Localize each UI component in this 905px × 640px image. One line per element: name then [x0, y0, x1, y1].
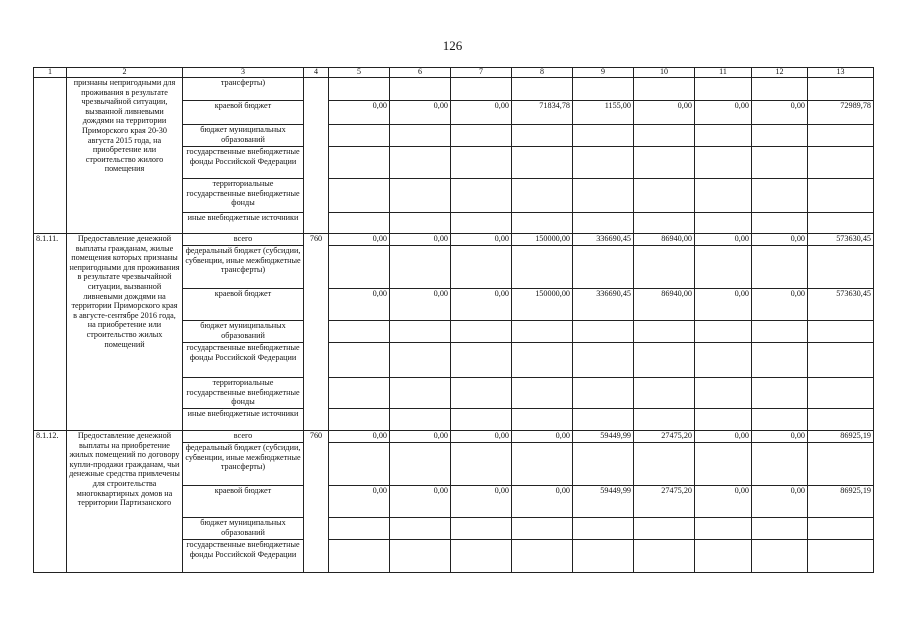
value-cell-col-6: [390, 246, 451, 289]
value-cell-col-12: [752, 409, 808, 431]
value-cell-col-5: 0,00: [329, 289, 390, 321]
value-cell-col-5: [329, 179, 390, 213]
value-cell-col-10: [634, 213, 695, 234]
value-cell-col-7: [451, 343, 512, 378]
value-cell-col-6: [390, 147, 451, 179]
value-cell-col-13: 573630,45: [808, 289, 874, 321]
value-cell-col-10: [634, 343, 695, 378]
item-description: Предоставление денежной выплаты на приобретение жилых помещений по договору купли-продажи гражданам, чьи денежные средства привлечены для строительства многоквартирных домов на территории Партизанского: [67, 431, 183, 573]
value-cell-col-13: [808, 409, 874, 431]
value-cell-col-10: [634, 443, 695, 486]
value-cell-col-5: 0,00: [329, 486, 390, 518]
value-cell-col-10: 27475,20: [634, 431, 695, 443]
value-cell-col-10: [634, 321, 695, 343]
value-cell-col-7: [451, 78, 512, 101]
value-cell-col-7: [451, 540, 512, 573]
value-cell-col-10: [634, 540, 695, 573]
value-cell-col-7: 0,00: [451, 486, 512, 518]
value-cell-col-12: [752, 540, 808, 573]
funding-source: всего: [183, 234, 304, 246]
value-cell-col-6: 0,00: [390, 101, 451, 125]
value-cell-col-8: [512, 343, 573, 378]
value-cell-col-5: 0,00: [329, 101, 390, 125]
value-cell-col-8: [512, 443, 573, 486]
value-cell-col-9: [573, 409, 634, 431]
value-cell-col-7: 0,00: [451, 234, 512, 246]
value-cell-col-6: 0,00: [390, 289, 451, 321]
value-cell-col-10: [634, 518, 695, 540]
funding-source: территориальные государственные внебюджетные фонды: [183, 378, 304, 409]
value-cell-col-12: [752, 443, 808, 486]
value-cell-col-10: [634, 125, 695, 147]
value-cell-col-7: [451, 409, 512, 431]
value-cell-col-13: [808, 246, 874, 289]
funding-source: трансферты): [183, 78, 304, 101]
value-cell-col-5: [329, 540, 390, 573]
value-cell-col-8: 71834,78: [512, 101, 573, 125]
value-cell-col-9: [573, 343, 634, 378]
funding-source: государственные внебюджетные фонды Российской Федерации: [183, 343, 304, 378]
column-header-12: 12: [752, 68, 808, 78]
value-cell-col-13: 72989,78: [808, 101, 874, 125]
page-number: 126: [442, 38, 463, 53]
value-cell-col-9: 59449,99: [573, 486, 634, 518]
value-cell-col-8: 0,00: [512, 486, 573, 518]
value-cell-col-13: [808, 321, 874, 343]
value-cell-col-8: [512, 179, 573, 213]
value-cell-col-10: [634, 378, 695, 409]
value-cell-col-10: 0,00: [634, 101, 695, 125]
column-header-2: 2: [67, 68, 183, 78]
value-cell-col-5: [329, 213, 390, 234]
value-cell-col-6: 0,00: [390, 486, 451, 518]
table-row: [34, 234, 874, 246]
value-cell-col-11: [695, 518, 752, 540]
value-cell-col-9: [573, 179, 634, 213]
column-header-7: 7: [451, 68, 512, 78]
value-cell-col-11: 0,00: [695, 431, 752, 443]
value-cell-col-7: [451, 443, 512, 486]
value-cell-col-6: 0,00: [390, 431, 451, 443]
funding-source: территориальные государственные внебюджетные фонды: [183, 179, 304, 213]
value-cell-col-11: [695, 213, 752, 234]
value-cell-col-7: [451, 518, 512, 540]
table-row: [34, 78, 874, 101]
value-cell-col-9: [573, 443, 634, 486]
value-cell-col-12: 0,00: [752, 431, 808, 443]
item-description: Предоставление денежной выплаты гражданам, жилые помещения которых признаны непригодными для проживания в результате чрезвычайной ситуации, вызванной ливневыми дождями на территории Приморского края в августе-сентябре 2016 года, на приобретение или строительство жилых помещений: [67, 234, 183, 431]
value-cell-col-9: [573, 378, 634, 409]
value-cell-col-9: [573, 246, 634, 289]
item-code: [34, 78, 67, 234]
value-cell-col-12: [752, 321, 808, 343]
value-cell-col-9: 336690,45: [573, 289, 634, 321]
value-cell-col-8: [512, 409, 573, 431]
column-header-4: 4: [304, 68, 329, 78]
funding-source: краевой бюджет: [183, 486, 304, 518]
value-cell-col-8: [512, 518, 573, 540]
value-cell-col-7: [451, 246, 512, 289]
column-header-8: 8: [512, 68, 573, 78]
funding-source: всего: [183, 431, 304, 443]
value-cell-col-11: [695, 125, 752, 147]
value-cell-col-9: 1155,00: [573, 101, 634, 125]
value-cell-col-9: [573, 147, 634, 179]
value-cell-col-10: 27475,20: [634, 486, 695, 518]
value-cell-col-12: [752, 518, 808, 540]
value-cell-col-13: [808, 378, 874, 409]
value-cell-col-5: [329, 246, 390, 289]
value-cell-col-12: [752, 246, 808, 289]
funding-source: иные внебюджетные источники: [183, 213, 304, 234]
value-cell-col-8: [512, 125, 573, 147]
value-cell-col-7: 0,00: [451, 431, 512, 443]
value-cell-col-7: 0,00: [451, 101, 512, 125]
item-col4: [304, 78, 329, 234]
value-cell-col-10: [634, 147, 695, 179]
value-cell-col-12: [752, 378, 808, 409]
value-cell-col-7: [451, 213, 512, 234]
value-cell-col-5: [329, 443, 390, 486]
budget-table: [33, 67, 874, 573]
value-cell-col-6: [390, 409, 451, 431]
value-cell-col-9: [573, 125, 634, 147]
value-cell-col-8: [512, 147, 573, 179]
value-cell-col-6: [390, 518, 451, 540]
value-cell-col-9: [573, 213, 634, 234]
value-cell-col-11: [695, 246, 752, 289]
value-cell-col-7: [451, 378, 512, 409]
value-cell-col-9: 59449,99: [573, 431, 634, 443]
value-cell-col-13: [808, 518, 874, 540]
value-cell-col-6: [390, 443, 451, 486]
value-cell-col-8: [512, 378, 573, 409]
value-cell-col-13: [808, 78, 874, 101]
value-cell-col-7: [451, 179, 512, 213]
value-cell-col-12: [752, 125, 808, 147]
value-cell-col-11: 0,00: [695, 289, 752, 321]
value-cell-col-12: [752, 343, 808, 378]
value-cell-col-12: [752, 179, 808, 213]
item-col4: 760: [304, 431, 329, 573]
value-cell-col-11: [695, 343, 752, 378]
value-cell-col-13: [808, 343, 874, 378]
value-cell-col-5: [329, 147, 390, 179]
value-cell-col-11: [695, 179, 752, 213]
value-cell-col-12: 0,00: [752, 101, 808, 125]
value-cell-col-5: [329, 78, 390, 101]
value-cell-col-13: [808, 125, 874, 147]
value-cell-col-6: [390, 125, 451, 147]
value-cell-col-11: [695, 409, 752, 431]
value-cell-col-12: 0,00: [752, 289, 808, 321]
funding-source: бюджет муниципальных образований: [183, 518, 304, 540]
value-cell-col-11: 0,00: [695, 101, 752, 125]
value-cell-col-7: [451, 125, 512, 147]
column-header-5: 5: [329, 68, 390, 78]
value-cell-col-6: [390, 378, 451, 409]
value-cell-col-6: [390, 213, 451, 234]
value-cell-col-10: 86940,00: [634, 289, 695, 321]
value-cell-col-13: [808, 179, 874, 213]
value-cell-col-13: 86925,19: [808, 431, 874, 443]
value-cell-col-7: [451, 147, 512, 179]
value-cell-col-11: 0,00: [695, 486, 752, 518]
value-cell-col-5: [329, 343, 390, 378]
value-cell-col-11: [695, 147, 752, 179]
value-cell-col-5: 0,00: [329, 431, 390, 443]
value-cell-col-13: 573630,45: [808, 234, 874, 246]
value-cell-col-13: [808, 443, 874, 486]
value-cell-col-10: [634, 179, 695, 213]
value-cell-col-12: 0,00: [752, 234, 808, 246]
item-col4: 760: [304, 234, 329, 431]
funding-source: бюджет муниципальных образований: [183, 125, 304, 147]
value-cell-col-13: [808, 147, 874, 179]
value-cell-col-11: [695, 78, 752, 101]
column-header-13: 13: [808, 68, 874, 78]
value-cell-col-10: [634, 409, 695, 431]
value-cell-col-9: [573, 518, 634, 540]
value-cell-col-5: [329, 321, 390, 343]
value-cell-col-9: [573, 78, 634, 101]
value-cell-col-7: 0,00: [451, 289, 512, 321]
value-cell-col-12: [752, 213, 808, 234]
value-cell-col-5: [329, 518, 390, 540]
value-cell-col-12: 0,00: [752, 486, 808, 518]
value-cell-col-10: 86940,00: [634, 234, 695, 246]
table-row: [34, 431, 874, 443]
value-cell-col-5: [329, 125, 390, 147]
value-cell-col-8: [512, 321, 573, 343]
value-cell-col-9: [573, 321, 634, 343]
column-header-9: 9: [573, 68, 634, 78]
column-header-3: 3: [183, 68, 304, 78]
funding-source: краевой бюджет: [183, 289, 304, 321]
funding-source: иные внебюджетные источники: [183, 409, 304, 431]
value-cell-col-8: [512, 78, 573, 101]
value-cell-col-6: [390, 321, 451, 343]
value-cell-col-12: [752, 147, 808, 179]
column-header-10: 10: [634, 68, 695, 78]
column-header-11: 11: [695, 68, 752, 78]
value-cell-col-11: 0,00: [695, 234, 752, 246]
value-cell-col-5: [329, 409, 390, 431]
value-cell-col-8: [512, 213, 573, 234]
value-cell-col-8: 0,00: [512, 431, 573, 443]
item-description: признаны непригодными для проживания в результате чрезвычайной ситуации, вызванной ливневыми дождями на территории Приморского края 20-30 августа 2015 года, на приобретение или строительство жилого помещения: [67, 78, 183, 234]
funding-source: федеральный бюджет (субсидии, субвенции, иные межбюджетные трансферты): [183, 443, 304, 486]
column-header-row: [34, 68, 874, 78]
value-cell-col-13: [808, 213, 874, 234]
column-header-6: 6: [390, 68, 451, 78]
column-header-1: 1: [34, 68, 67, 78]
value-cell-col-5: [329, 378, 390, 409]
value-cell-col-5: 0,00: [329, 234, 390, 246]
value-cell-col-9: 336690,45: [573, 234, 634, 246]
value-cell-col-6: [390, 540, 451, 573]
funding-source: государственные внебюджетные фонды Российской Федерации: [183, 147, 304, 179]
value-cell-col-8: 150000,00: [512, 289, 573, 321]
value-cell-col-6: [390, 179, 451, 213]
item-code: 8.1.12.: [34, 431, 67, 573]
funding-source: бюджет муниципальных образований: [183, 321, 304, 343]
funding-source: государственные внебюджетные фонды Российской Федерации: [183, 540, 304, 573]
value-cell-col-11: [695, 378, 752, 409]
funding-source: федеральный бюджет (субсидии, субвенции, иные межбюджетные трансферты): [183, 246, 304, 289]
value-cell-col-6: [390, 343, 451, 378]
value-cell-col-13: 86925,19: [808, 486, 874, 518]
value-cell-col-7: [451, 321, 512, 343]
value-cell-col-10: [634, 78, 695, 101]
value-cell-col-11: [695, 540, 752, 573]
value-cell-col-8: 150000,00: [512, 234, 573, 246]
value-cell-col-12: [752, 78, 808, 101]
value-cell-col-6: 0,00: [390, 234, 451, 246]
value-cell-col-11: [695, 443, 752, 486]
value-cell-col-8: [512, 246, 573, 289]
item-code: 8.1.11.: [34, 234, 67, 431]
funding-source: краевой бюджет: [183, 101, 304, 125]
value-cell-col-11: [695, 321, 752, 343]
value-cell-col-9: [573, 540, 634, 573]
value-cell-col-10: [634, 246, 695, 289]
value-cell-col-6: [390, 78, 451, 101]
value-cell-col-8: [512, 540, 573, 573]
value-cell-col-13: [808, 540, 874, 573]
